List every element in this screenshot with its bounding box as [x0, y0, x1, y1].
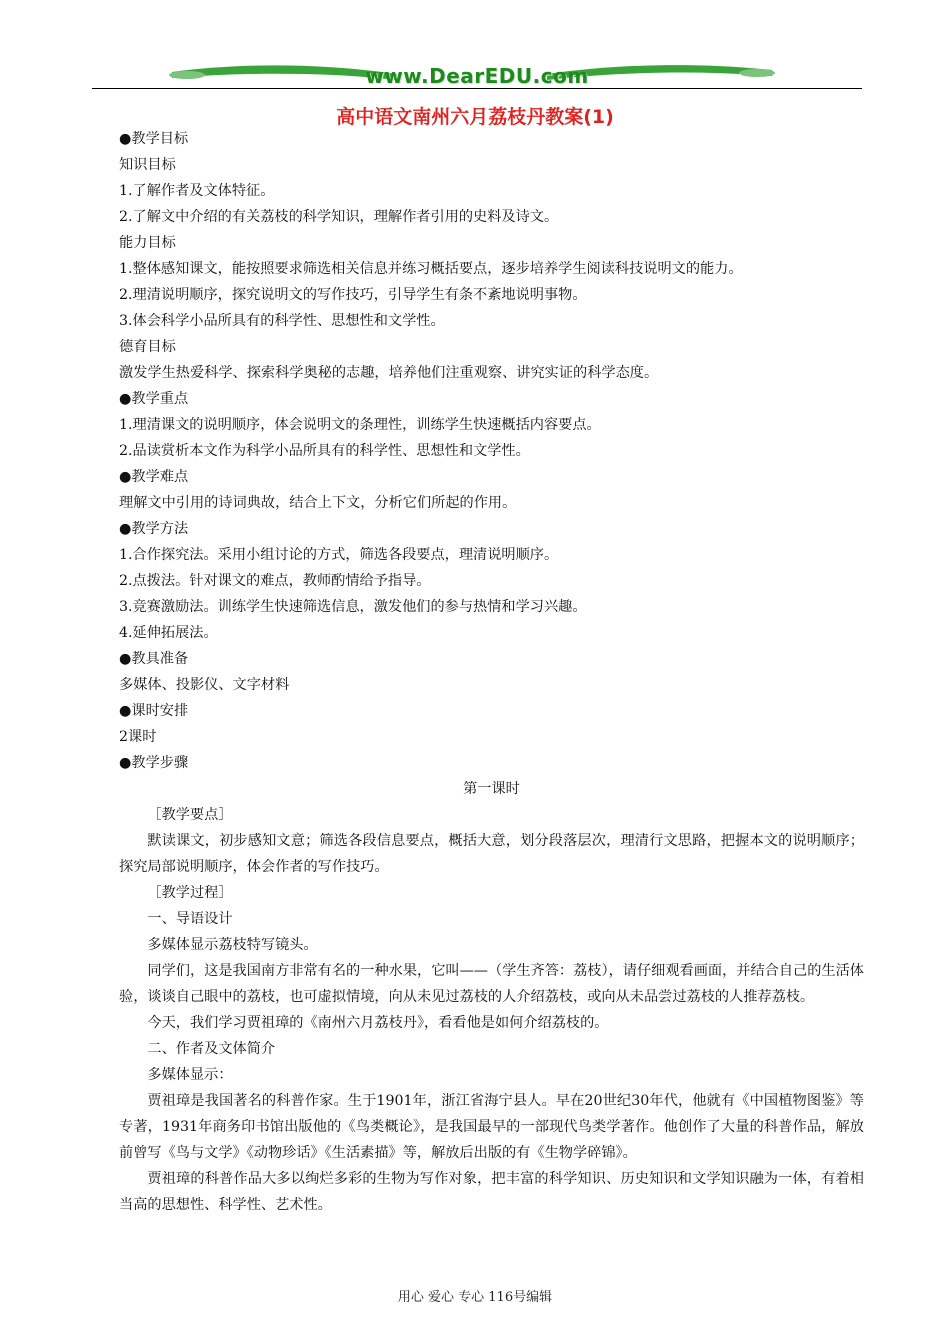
subheading-knowledge: 知识目标: [119, 157, 176, 173]
text-line: 2.了解文中介绍的有关荔枝的科学知识，理解作者引用的史料及诗文。: [119, 209, 559, 225]
section-heading: 一、导语设计: [147, 911, 233, 927]
text-line: 3.竞赛激励法。训练学生快速筛选信息，激发他们的参与热情和学习兴趣。: [119, 599, 587, 615]
site-header: [92, 58, 862, 92]
text-line: 1.理清课文的说明顺序，体会说明文的条理性，训练学生快速概括内容要点。: [119, 417, 601, 433]
heading-materials: ●教具准备: [119, 651, 189, 667]
bracket-heading: ［教学过程］: [147, 885, 233, 901]
heading-methods: ●教学方法: [119, 521, 189, 537]
site-logo[interactable]: www.DearEDU.com: [365, 64, 589, 88]
heading-objectives: ●教学目标: [119, 131, 189, 147]
page-footer: 用心 爱心 专心 116号编辑: [397, 1290, 553, 1305]
heading-schedule: ●课时安排: [119, 703, 189, 719]
paragraph: 贾祖璋是我国著名的科普作家。生于1901年，浙江省海宁县人。早在20世纪30年代，他就有《中国植物图鉴》等专著，1931年商务印书馆出版他的《鸟类概论》，是我国最早的一部现代鸟类学著作。他创作了大量的科普作品，解放前曾写《鸟与文学》《动物珍话》《生活素描》等，解放后出版的有《生物学碎锦》。: [119, 1093, 864, 1161]
text-line: 今天，我们学习贾祖璋的《南州六月荔枝丹》，看看他是如何介绍荔枝的。: [147, 1015, 609, 1031]
subheading-moral: 德育目标: [119, 339, 176, 355]
text-line: 3.体会科学小品所具有的科学性、思想性和文学性。: [119, 313, 445, 329]
text-line: 1.合作探究法。采用小组讨论的方式，筛选各段要点，理清说明顺序。: [119, 547, 559, 563]
paragraph: 默读课文，初步感知文意；筛选各段信息要点，概括大意，划分段落层次，理清行文思路，把握本文的说明顺序；探究局部说明顺序，体会作者的写作技巧。: [119, 833, 864, 875]
text-line: 2课时: [119, 729, 157, 745]
text-line: 理解文中引用的诗词典故，结合上下文，分析它们所起的作用。: [119, 495, 517, 511]
text-line: 1.整体感知课文，能按照要求筛选相关信息并练习概括要点，逐步培养学生阅读科技说明文的能力。: [119, 261, 743, 277]
text-line: 激发学生热爱科学、探索科学奥秘的志趣，培养他们注重观察、讲究实证的科学态度。: [119, 365, 659, 381]
document-body: [119, 126, 864, 1218]
text-line: 多媒体显示：: [147, 1067, 233, 1083]
section-first-lesson: 第一课时: [463, 781, 520, 797]
text-line: 2.点拨法。针对课文的难点，教师酌情给予指导。: [119, 573, 431, 589]
text-line: 2.品读赏析本文作为科学小品所具有的科学性、思想性和文学性。: [119, 443, 530, 459]
text-line: 多媒体、投影仪、文字材料: [119, 677, 290, 693]
text-line: 1.了解作者及文体特征。: [119, 183, 275, 199]
heading-steps: ●教学步骤: [119, 755, 189, 771]
text-line: 2.理清说明顺序，探究说明文的写作技巧，引导学生有条不紊地说明事物。: [119, 287, 587, 303]
heading-key-points: ●教学重点: [119, 391, 189, 407]
header-rule: [92, 88, 862, 89]
bracket-heading: ［教学要点］: [147, 807, 233, 823]
subheading-ability: 能力目标: [119, 235, 176, 251]
paragraph: 同学们，这是我国南方非常有名的一种水果，它叫——（学生齐答：荔枝），请仔细观看画面，并结合自己的生活体验，谈谈自己眼中的荔枝，也可虚拟情境，向从未见过荔枝的人介绍荔枝，或向从未品尝过荔枝的人推荐荔枝。: [119, 963, 864, 1005]
heading-difficulties: ●教学难点: [119, 469, 189, 485]
text-line: 4.延伸拓展法。: [119, 625, 218, 641]
document-title: 高中语文南州六月荔枝丹教案(1): [336, 106, 614, 128]
paragraph: 贾祖璋的科普作品大多以绚烂多彩的生物为写作对象，把丰富的科学知识、历史知识和文学知识融为一体，有着相当高的思想性、科学性、艺术性。: [119, 1171, 864, 1213]
section-heading: 二、作者及文体简介: [147, 1041, 276, 1057]
text-line: 多媒体显示荔枝特写镜头。: [147, 937, 318, 953]
